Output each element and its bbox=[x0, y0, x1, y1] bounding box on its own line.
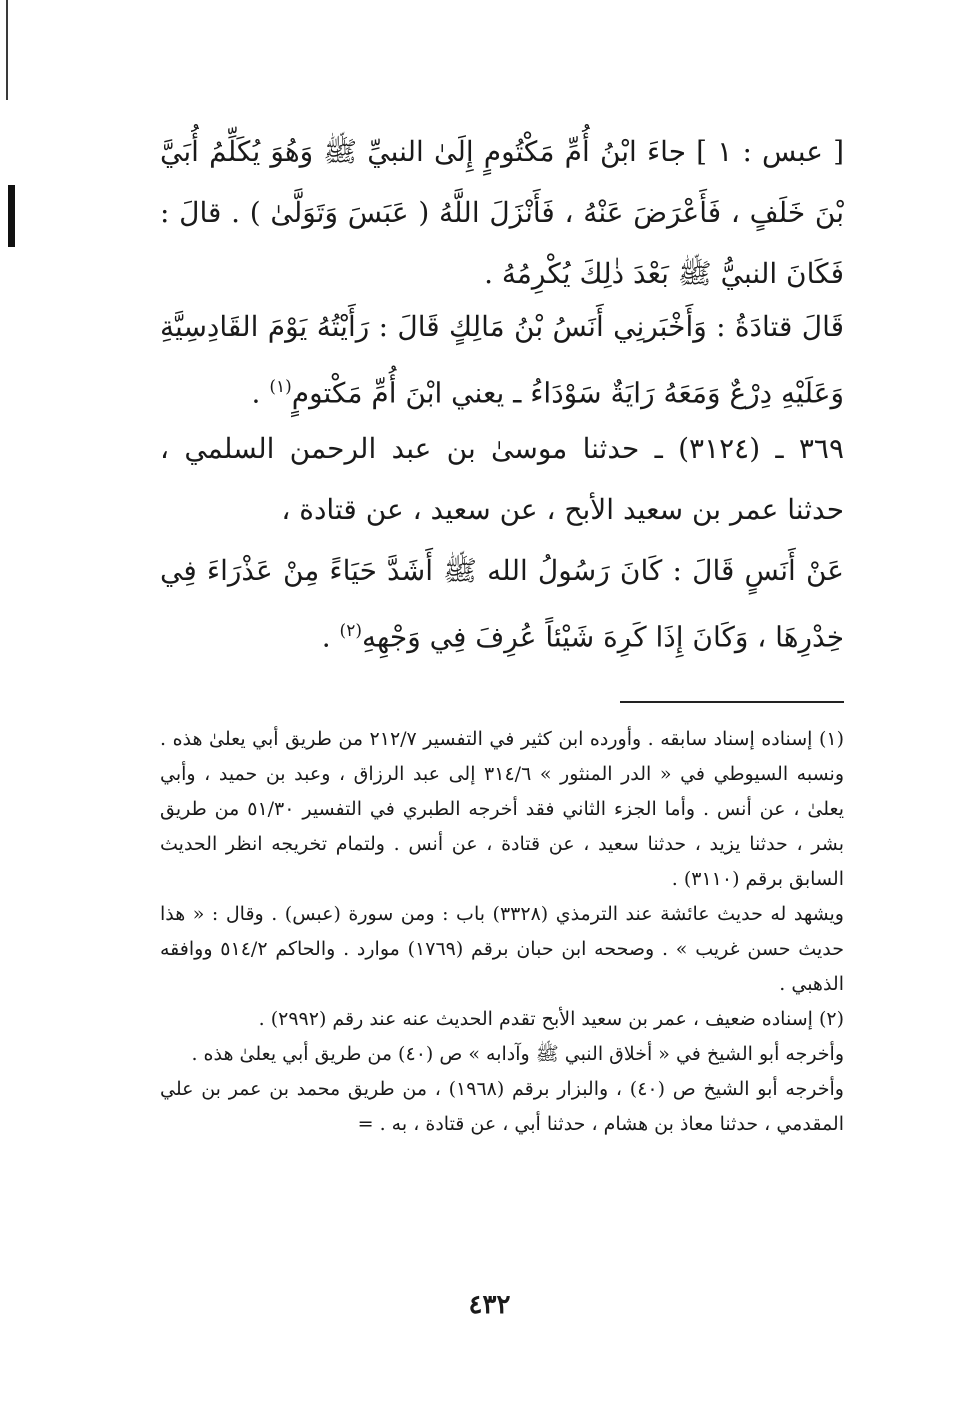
paragraph-qatada-text: قَالَ قتادَةُ : وَأَخْبَرنِي أَنَسُ بْنُ مَالِكٍ قَالَ : رَأَيْتُهُ يَوْمَ القَادِسِيَّةِ وَعَلَيْهِ دِرْعٌ وَمَعَهُ رَايَةٌ سَوْدَاءُ ـ يعني ابْنَ أُمِّ مَكْتومٍ bbox=[160, 310, 844, 410]
footnote-2-continued-2: وأخرجه أبو الشيخ ص (٤٠) ، والبزار برقم (١٩٦٨) ، من طريق محمد بن عمر بن علي المقدمي ، حدثنا معاذ بن هشام ، حدثنا أبي ، عن قتادة ، به . = bbox=[160, 1078, 844, 1135]
hadith-isnad: ٣٦٩ ـ (٣١٢٤) ـ حدثنا موسىٰ بن عبد الرحمن السلمي ، حدثنا عمر بن سعيد الأبح ، عن سعيد ، عن قتادة ، bbox=[160, 432, 844, 526]
footnote-ref-2: (٢) bbox=[339, 621, 362, 641]
footnote-separator bbox=[620, 701, 844, 703]
footnote-1-continued: ويشهد له حديث عائشة عند الترمذي (٣٣٢٨) باب : ومن سورة (عبس) . وقال : « هذا حديث حسن غريب » . وصححه ابن حبان برقم (١٧٦٩) موارد . والحاكم ٥١٤/٢ ووافقه الذهبي . bbox=[160, 903, 844, 995]
footnote-ref-1: (١) bbox=[269, 377, 292, 397]
hadith-matn-text: عَنْ أَنَسٍ قَالَ : كَانَ رَسُولُ الله ﷺ أَشَدَّ حَيَاءً مِنْ عَذْرَاءَ فِي خِدْرِهَا ، وَكَانَ إِذَا كَرِهَ شَيْئاً عُرِفَ فِي وَجْهِهِ bbox=[160, 554, 844, 654]
footnote-1: (١) إسناده إسناد سابقه . وأورده ابن كثير في التفسير ٢١٢/٧ من طريق أبي يعلىٰ هذه . ونسبه السيوطي في « الدر المنثور » ٣١٤/٦ إلى عبد الرزاق ، وعبد بن حميد ، وأبي يعلىٰ ، عن أنس . وأما الجزء الثاني فقد أخرجه الطبري في التفسير ٥١/٣٠ من طريق بشر ، حدثنا يزيد ، حدثنا سعيد ، عن قتادة ، عن أنس . ولتمام تخريجه انظر الحديث السابق برقم (٣١١٠) . bbox=[160, 728, 844, 890]
page-number: ٤٣٢ bbox=[468, 1290, 511, 1320]
main-text-1 bbox=[160, 121, 844, 304]
footnotes bbox=[160, 722, 844, 1142]
footnote-2: (٢) إسناده ضعيف ، عمر بن سعيد الأبح تقدم الحديث عنه عند رقم (٢٩٩٢) . bbox=[258, 1008, 844, 1030]
paragraph-qatada bbox=[160, 296, 844, 423]
page-edge-line bbox=[6, 0, 8, 100]
paragraph-qatada-end: . bbox=[251, 376, 270, 410]
main-text-2 bbox=[160, 296, 844, 423]
hadith-matn-end: . bbox=[321, 620, 340, 654]
main-text-4 bbox=[160, 540, 844, 667]
footnote-2-continued: وأخرجه أبو الشيخ في « أخلاق النبي ﷺ وآدابه » ص (٤٠) من طريق أبي يعلىٰ هذه . bbox=[191, 1043, 844, 1065]
paragraph-abasa: [ عبس : ١ ] جاءَ ابْنُ أُمِّ مَكْتُومٍ إِلَىٰ النبيِّ ﷺ وَهُوَ يُكَلِّمُ أُبَيَّ بْنَ خَلَفٍ ، فَأَعْرَضَ عَنْهُ ، فَأَنْزَلَ اللَّهُ ( عَبَسَ وَتَوَلَّىٰ ) . قالَ : فَكَانَ النبيُّ ﷺ بَعْدَ ذٰلِكَ يُكْرِمُهُ . bbox=[160, 135, 844, 290]
hadith-matn bbox=[160, 540, 844, 667]
main-text-3 bbox=[160, 418, 844, 540]
margin-marker bbox=[8, 185, 15, 247]
